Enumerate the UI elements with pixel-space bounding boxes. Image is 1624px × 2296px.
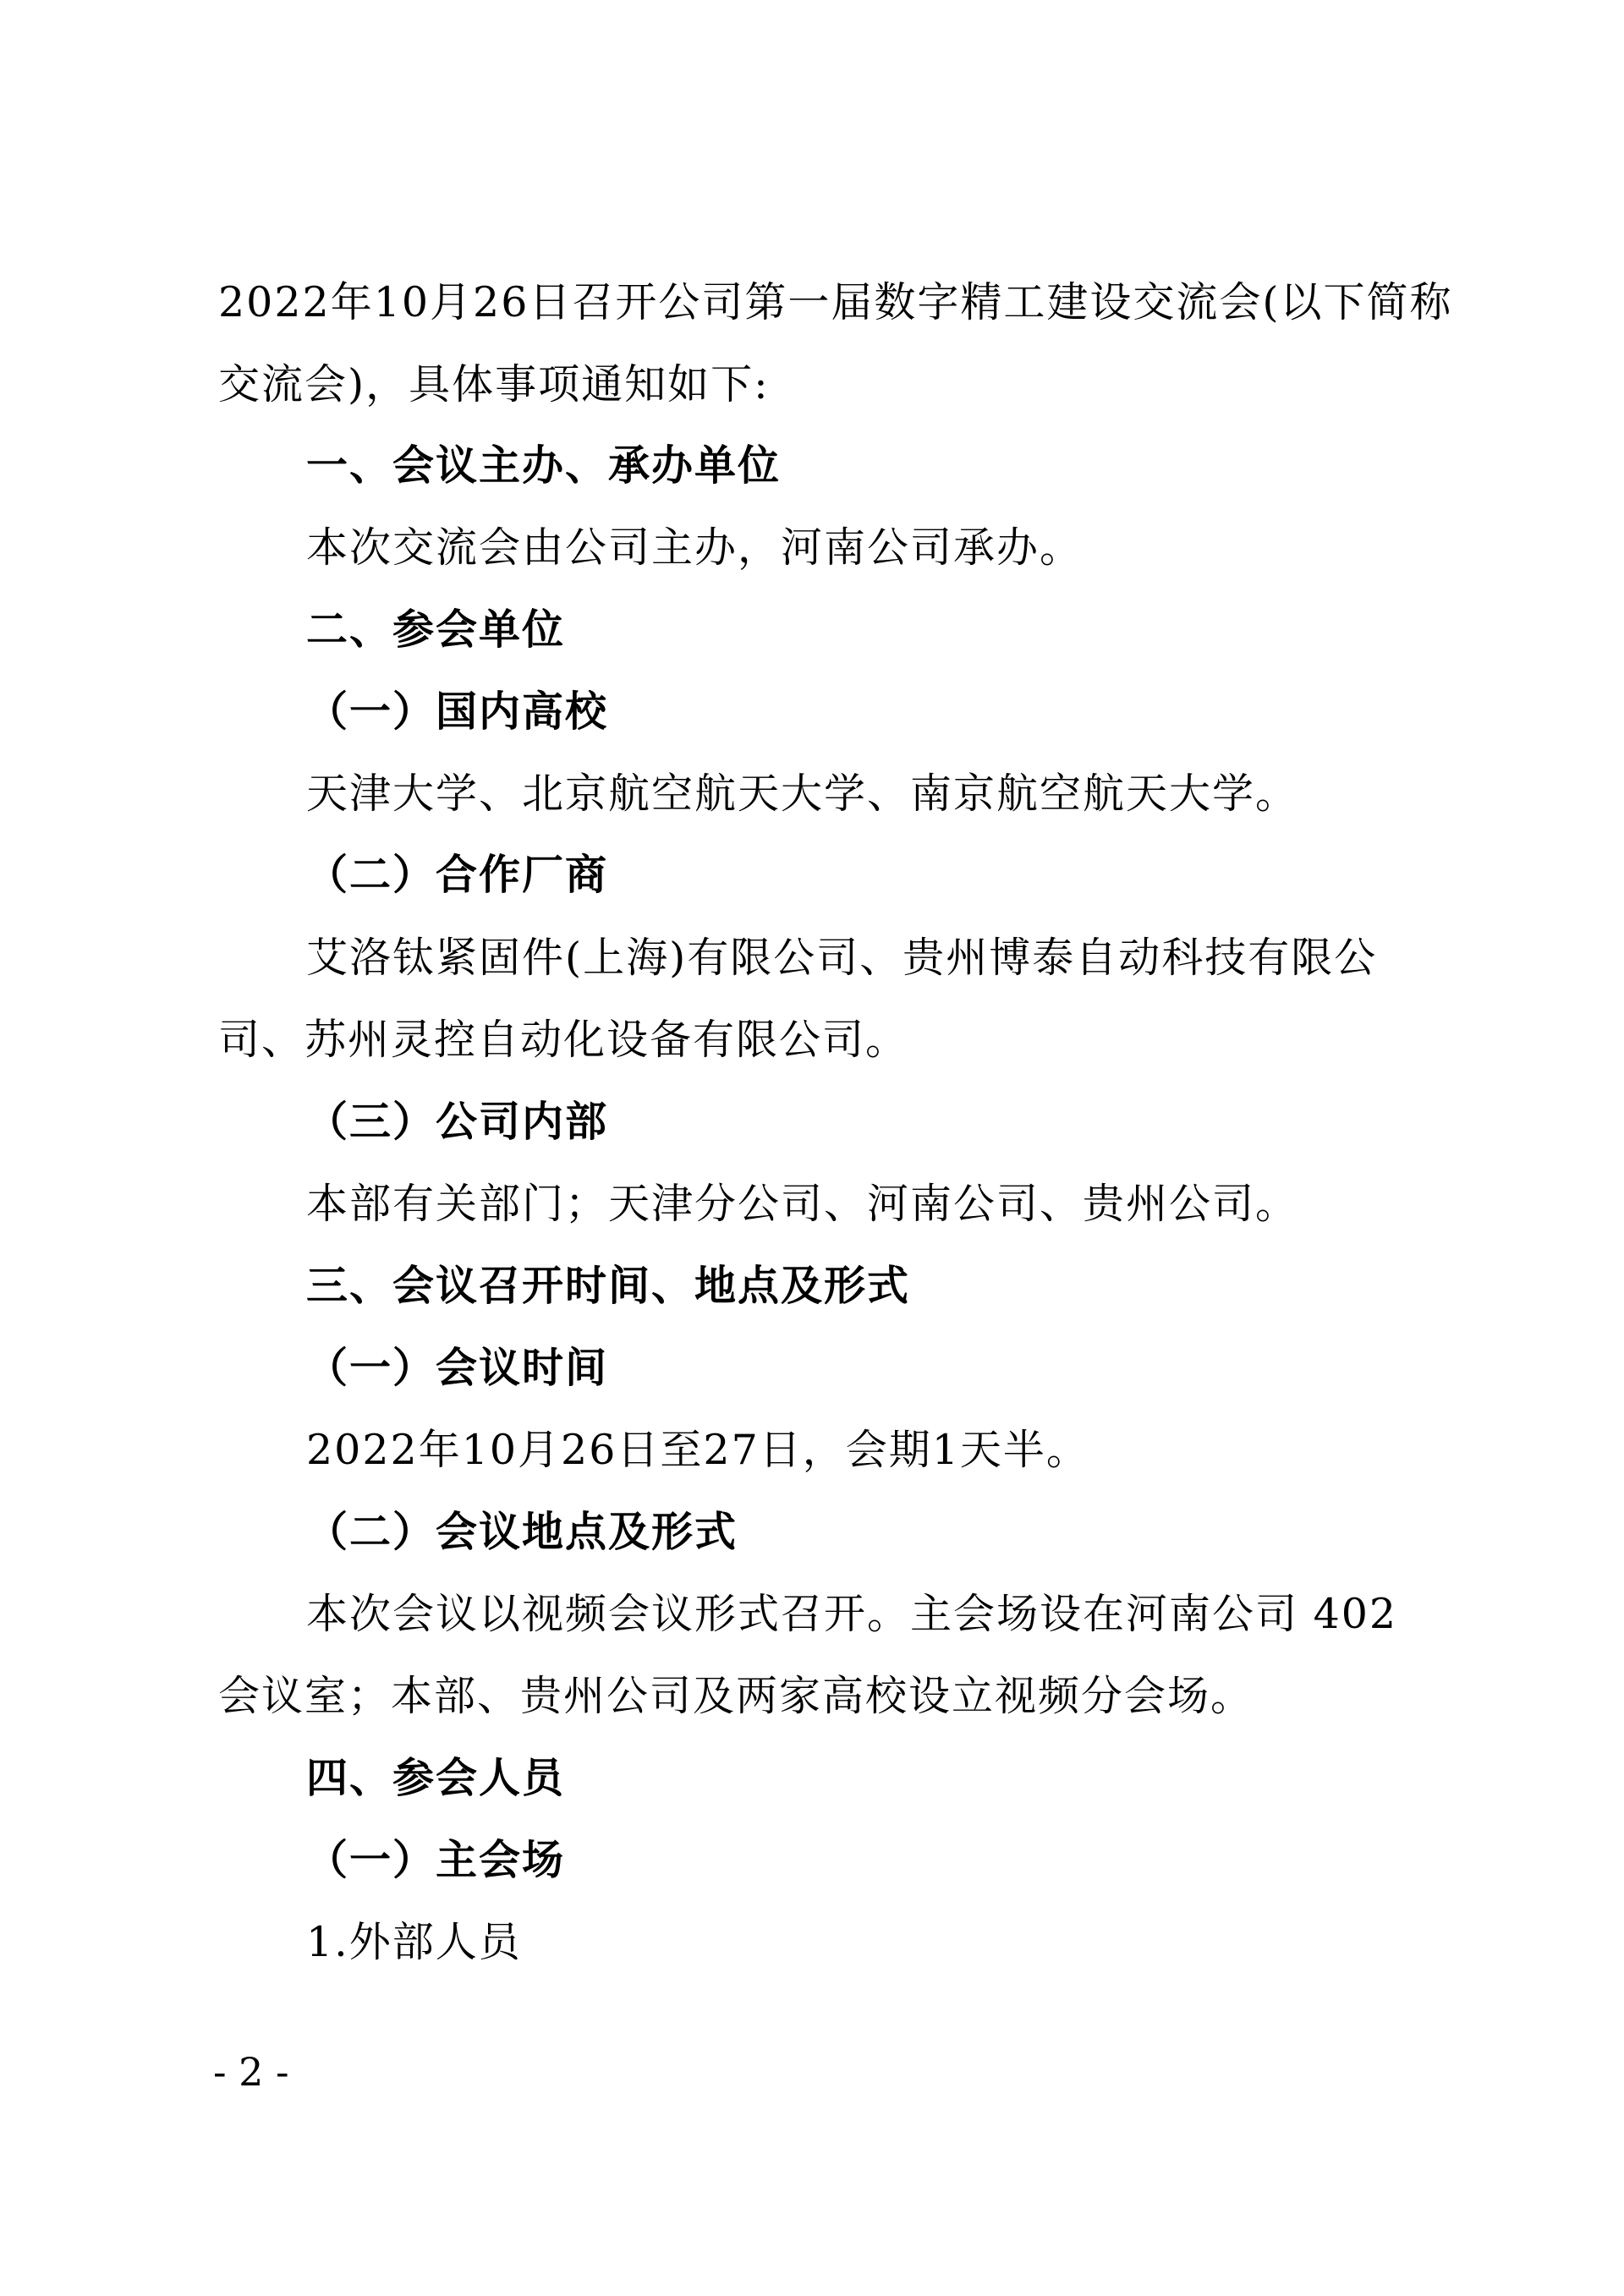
- subsection-heading: （三）公司内部: [306, 1098, 609, 1146]
- subsection-heading: （二）合作厂商: [306, 851, 609, 899]
- section-heading: 一、会议主办、承办单位: [306, 441, 782, 490]
- section-heading: 三、会议召开时间、地点及形式: [306, 1262, 911, 1310]
- subsection-heading: （一）主会场: [306, 1836, 566, 1884]
- body-text: 2022年10月26日至27日，会期1天半。: [306, 1426, 1089, 1474]
- page-number: - 2 -: [213, 2049, 289, 2095]
- body-text: 2022年10月26日召开公司第一届数字精工建设交流会(以下简称: [218, 278, 1453, 326]
- body-text: 会议室；本部、贵州公司及两家高校设立视频分会场。: [218, 1672, 1254, 1720]
- subsection-heading: （一）会议时间: [306, 1344, 609, 1392]
- body-text: 本次交流会由公司主办，河南公司承办。: [306, 523, 1084, 572]
- body-text: 交流会)，具体事项通知如下:: [218, 360, 770, 408]
- body-text: 本次会议以视频会议形式召开。主会场设在河南公司 402: [306, 1590, 1398, 1638]
- body-text: 1.外部人员: [306, 1918, 522, 1966]
- body-text: 司、苏州灵控自动化设备有限公司。: [218, 1016, 909, 1064]
- subsection-heading: （一）国内高校: [306, 688, 609, 736]
- subsection-heading: （二）会议地点及形式: [306, 1508, 738, 1556]
- body-text: 艾洛钛紧固件(上海)有限公司、贵州博泰自动科技有限公: [306, 934, 1378, 982]
- body-text: 天津大学、北京航空航天大学、南京航空航天大学。: [306, 770, 1299, 818]
- section-heading: 四、参会人员: [306, 1754, 566, 1802]
- section-heading: 二、参会单位: [306, 606, 566, 654]
- body-text: 本部有关部门；天津分公司、河南公司、贵州公司。: [306, 1180, 1299, 1228]
